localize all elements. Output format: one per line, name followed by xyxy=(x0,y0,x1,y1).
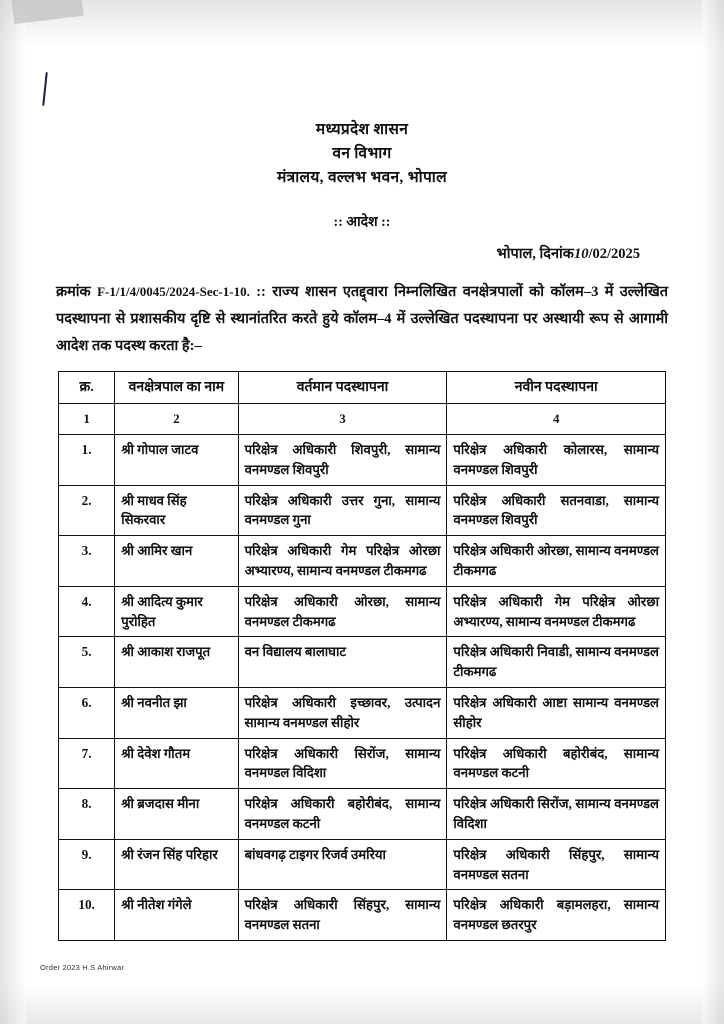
cell-serial: 6. xyxy=(59,687,115,738)
cell-name: श्री आदित्य कुमार पुरोहित xyxy=(115,586,238,637)
table-row xyxy=(59,434,666,485)
table-row xyxy=(59,738,666,789)
letterhead-line-address: मंत्रालय, वल्लभ भवन, भोपाल xyxy=(277,169,447,187)
cell-serial: 8. xyxy=(59,789,115,840)
column-number-4: 4 xyxy=(447,404,666,435)
table-row xyxy=(59,789,666,840)
footer-note: Order 2023 H.S Ahirwar xyxy=(40,963,125,972)
table-row xyxy=(59,839,666,890)
cell-name: श्री माधव सिंह सिकरवार xyxy=(115,485,238,536)
reference-number: F-1/1/4/0045/2024-Sec-1-10. xyxy=(97,284,250,300)
table-header-row xyxy=(59,372,666,404)
cell-new-posting: परिक्षेत्र अधिकारी कोलारस, सामान्य वनमण्डल शिवपुरी xyxy=(447,434,666,485)
column-number-2: 2 xyxy=(115,404,238,435)
cell-serial: 10. xyxy=(59,890,115,941)
cell-name: श्री देवेश गौतम xyxy=(115,738,238,789)
cell-current-posting: परिक्षेत्र अधिकारी ओरछा, सामान्य वनमण्डल टीकमगढ xyxy=(238,586,447,637)
order-body-text: :: राज्य शासन एतद्द्वारा निम्नलिखित वनक्षेत्रपालों को कॉलम–3 में उल्लेखित पदस्थापना से प्रशासकीय दृष्टि से स्थानांतरित करते हुये कॉलम–4 में उल्लेखित पदस्थापना पर अस्थायी रूप से आगामी आदेश तक पदस्थ करता है:– xyxy=(56,284,668,354)
cell-current-posting: परिक्षेत्र अधिकारी इच्छावर, उत्पादन सामान्य वनमण्डल सीहोर xyxy=(238,687,447,738)
column-number-3: 3 xyxy=(238,404,447,435)
cell-new-posting: परिक्षेत्र अधिकारी सिरोंज, सामान्य वनमण्डल विदिशा xyxy=(447,789,666,840)
cell-new-posting: परिक्षेत्र अधिकारी आष्टा सामान्य वनमण्डल सीहोर xyxy=(447,687,666,738)
cell-new-posting: परिक्षेत्र अधिकारी निवाडी, सामान्य वनमण्डल टीकमगढ xyxy=(447,637,666,688)
column-number-1: 1 xyxy=(59,404,115,435)
date-suffix: /02/2025 xyxy=(588,246,640,263)
cell-name: श्री नीतेश गंगेले xyxy=(115,890,238,941)
cell-serial: 2. xyxy=(59,485,115,536)
order-body-paragraph xyxy=(56,279,668,359)
place-and-date xyxy=(0,243,724,263)
cell-current-posting: परिक्षेत्र अधिकारी शिवपुरी, सामान्य वनमण्डल शिवपुरी xyxy=(238,434,447,485)
table-row xyxy=(59,586,666,637)
cell-new-posting: परिक्षेत्र अधिकारी सतनवाडा, सामान्य वनमण्डल शिवपुरी xyxy=(447,485,666,536)
cell-serial: 9. xyxy=(59,839,115,890)
cell-name: श्री रंजन सिंह परिहार xyxy=(115,839,238,890)
letterhead-line-department: वन विभाग xyxy=(332,145,392,163)
order-heading: :: आदेश :: xyxy=(333,215,391,231)
column-header-name: वनक्षेत्रपाल का नाम xyxy=(115,372,238,404)
cell-serial: 3. xyxy=(59,536,115,587)
place-label: भोपाल, दिनांक xyxy=(496,246,574,263)
column-header-new-posting: नवीन पदस्थापना xyxy=(447,372,666,404)
table-row xyxy=(59,890,666,941)
reference-label: क्रमांक xyxy=(56,284,91,301)
cell-new-posting: परिक्षेत्र अधिकारी सिंहपुर, सामान्य वनमण्डल सतना xyxy=(447,839,666,890)
cell-current-posting: परिक्षेत्र अधिकारी गेम परिक्षेत्र ओरछा अभ्यारण्य, सामान्य वनमण्डल टीकमगढ xyxy=(238,536,447,587)
cell-current-posting: परिक्षेत्र अधिकारी सिंहपुर, सामान्य वनमण्डल सतना xyxy=(238,890,447,941)
cell-current-posting: परिक्षेत्र अधिकारी सिरोंज, सामान्य वनमण्डल विदिशा xyxy=(238,738,447,789)
letterhead-line-government: मध्यप्रदेश शासन xyxy=(315,121,409,138)
cell-current-posting: परिक्षेत्र अधिकारी उत्तर गुना, सामान्य वनमण्डल गुना xyxy=(238,485,447,536)
column-header-current-posting: वर्तमान पदस्थापना xyxy=(238,372,447,404)
cell-new-posting: परिक्षेत्र अधिकारी बहोरीबंद, सामान्य वनमण्डल कटनी xyxy=(447,738,666,789)
cell-new-posting: परिक्षेत्र अधिकारी बड़ामलहरा, सामान्य वनमण्डल छतरपुर xyxy=(447,890,666,941)
cell-name: श्री आमिर खान xyxy=(115,536,238,587)
handwritten-day: 10 xyxy=(573,246,589,263)
table-row xyxy=(59,637,666,688)
cell-name: श्री गोपाल जाटव xyxy=(115,434,238,485)
cell-current-posting: परिक्षेत्र अधिकारी बहोरीबंद, सामान्य वनमण्डल कटनी xyxy=(238,789,447,840)
cell-new-posting: परिक्षेत्र अधिकारी ओरछा, सामान्य वनमण्डल टीकमगढ xyxy=(447,536,666,587)
table-row xyxy=(59,687,666,738)
table-column-number-row xyxy=(59,404,666,435)
cell-serial: 7. xyxy=(59,738,115,789)
cell-name: श्री नवनीत झा xyxy=(115,687,238,738)
cell-name: श्री ब्रजदास मीना xyxy=(115,789,238,840)
cell-serial: 4. xyxy=(59,586,115,637)
cell-serial: 1. xyxy=(59,434,115,485)
cell-current-posting: बांधवगढ़ टाइगर रिजर्व उमरिया xyxy=(238,839,447,890)
transfer-table xyxy=(58,371,666,940)
cell-name: श्री आकाश राजपूत xyxy=(115,637,238,688)
column-header-serial: क्र. xyxy=(59,372,115,404)
cell-serial: 5. xyxy=(59,637,115,688)
table-row xyxy=(59,536,666,587)
table-row xyxy=(59,485,666,536)
cell-current-posting: वन विद्यालय बालाघाट xyxy=(238,637,447,688)
letterhead xyxy=(0,118,724,190)
cell-new-posting: परिक्षेत्र अधिकारी गेम परिक्षेत्र ओरछा अभ्यारण्य, सामान्य वनमण्डल टीकमगढ xyxy=(447,586,666,637)
